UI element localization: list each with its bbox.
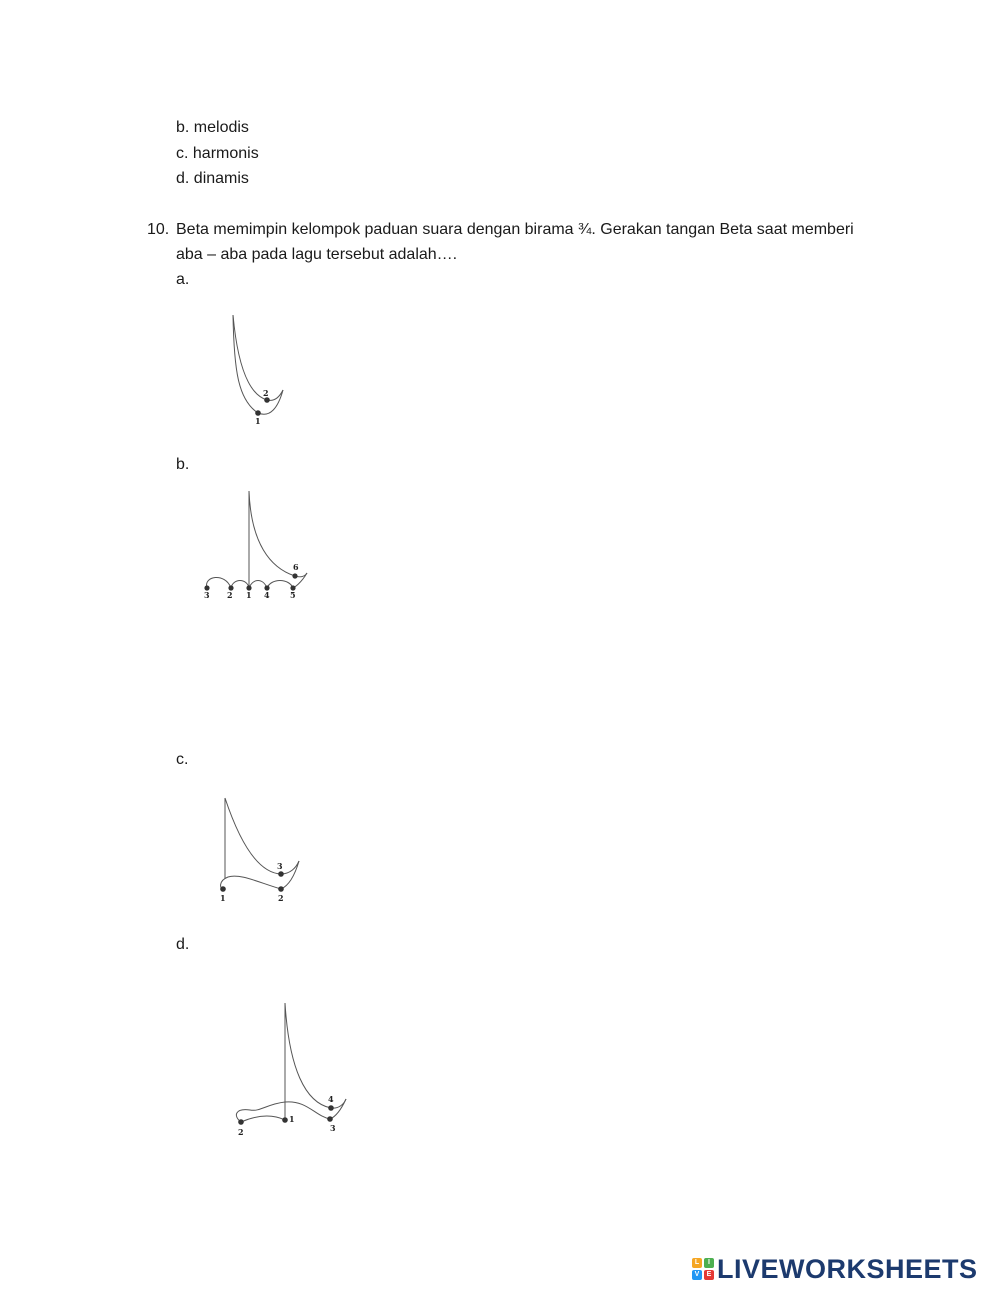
conducting-stroke <box>249 581 267 589</box>
option-d-dinamis: d. dinamis <box>176 170 249 187</box>
beat-label: 1 <box>255 416 261 426</box>
beat-label: 2 <box>263 388 269 398</box>
question-text-line-2: aba – aba pada lagu tersebut adalah…. <box>176 246 458 263</box>
beat-dot <box>327 1116 333 1122</box>
beat-label: 1 <box>220 893 226 903</box>
beat-dot <box>328 1105 334 1111</box>
beat-dot-2 <box>264 397 270 403</box>
beat-label: 4 <box>264 590 270 600</box>
conducting-diagram-c <box>210 793 310 913</box>
beat-dot <box>220 886 226 892</box>
answer-a-label: a. <box>176 271 190 288</box>
answer-d-label: d. <box>176 936 190 953</box>
answer-b-label: b. <box>176 456 190 473</box>
beat-label: 3 <box>277 861 283 871</box>
conducting-diagram-b <box>195 488 315 608</box>
conducting-diagram-d <box>225 998 365 1148</box>
logo-mark-letter: I <box>704 1258 714 1268</box>
conducting-diagram-a <box>220 310 300 430</box>
conducting-stroke <box>285 1003 346 1108</box>
beat-label: 4 <box>328 1094 334 1104</box>
option-b-melodis: b. melodis <box>176 119 249 136</box>
question-number: 10. <box>147 221 170 238</box>
beat-label: 3 <box>204 590 210 600</box>
logo-mark-letter: V <box>692 1270 702 1280</box>
logo-text: LIVEWORKSHEETS <box>717 1253 978 1284</box>
conducting-stroke <box>207 577 231 588</box>
beat-label: 2 <box>278 893 284 903</box>
beat-label: 1 <box>289 1114 295 1124</box>
conducting-stroke <box>225 798 299 874</box>
beat-label: 3 <box>330 1123 336 1133</box>
beat-dot <box>278 871 284 877</box>
logo-mark-icon <box>692 1258 714 1280</box>
option-c-harmonis: c. harmonis <box>176 145 259 162</box>
question-text-line-1: Beta memimpin kelompok paduan suara dengan birama ¾. Gerakan tangan Beta saat memberi <box>176 221 854 238</box>
beat-dot <box>292 573 297 578</box>
conducting-stroke <box>231 581 249 589</box>
beat-dot <box>282 1117 288 1123</box>
conducting-stroke <box>267 581 293 589</box>
beat-dot-1 <box>255 410 261 416</box>
liveworksheets-logo <box>692 1252 978 1286</box>
beat-label: 2 <box>238 1127 244 1137</box>
answer-c-label: c. <box>176 751 189 768</box>
logo-mark-letter: L <box>692 1258 702 1268</box>
logo-mark-letter: E <box>704 1270 714 1280</box>
beat-label: 1 <box>246 590 252 600</box>
beat-label: 5 <box>290 590 296 600</box>
beat-dot <box>278 886 284 892</box>
beat-label: 2 <box>227 590 233 600</box>
conducting-stroke <box>221 876 281 889</box>
beat-dot <box>238 1119 244 1125</box>
conducting-stroke <box>241 1116 285 1122</box>
beat-label: 6 <box>293 562 299 572</box>
